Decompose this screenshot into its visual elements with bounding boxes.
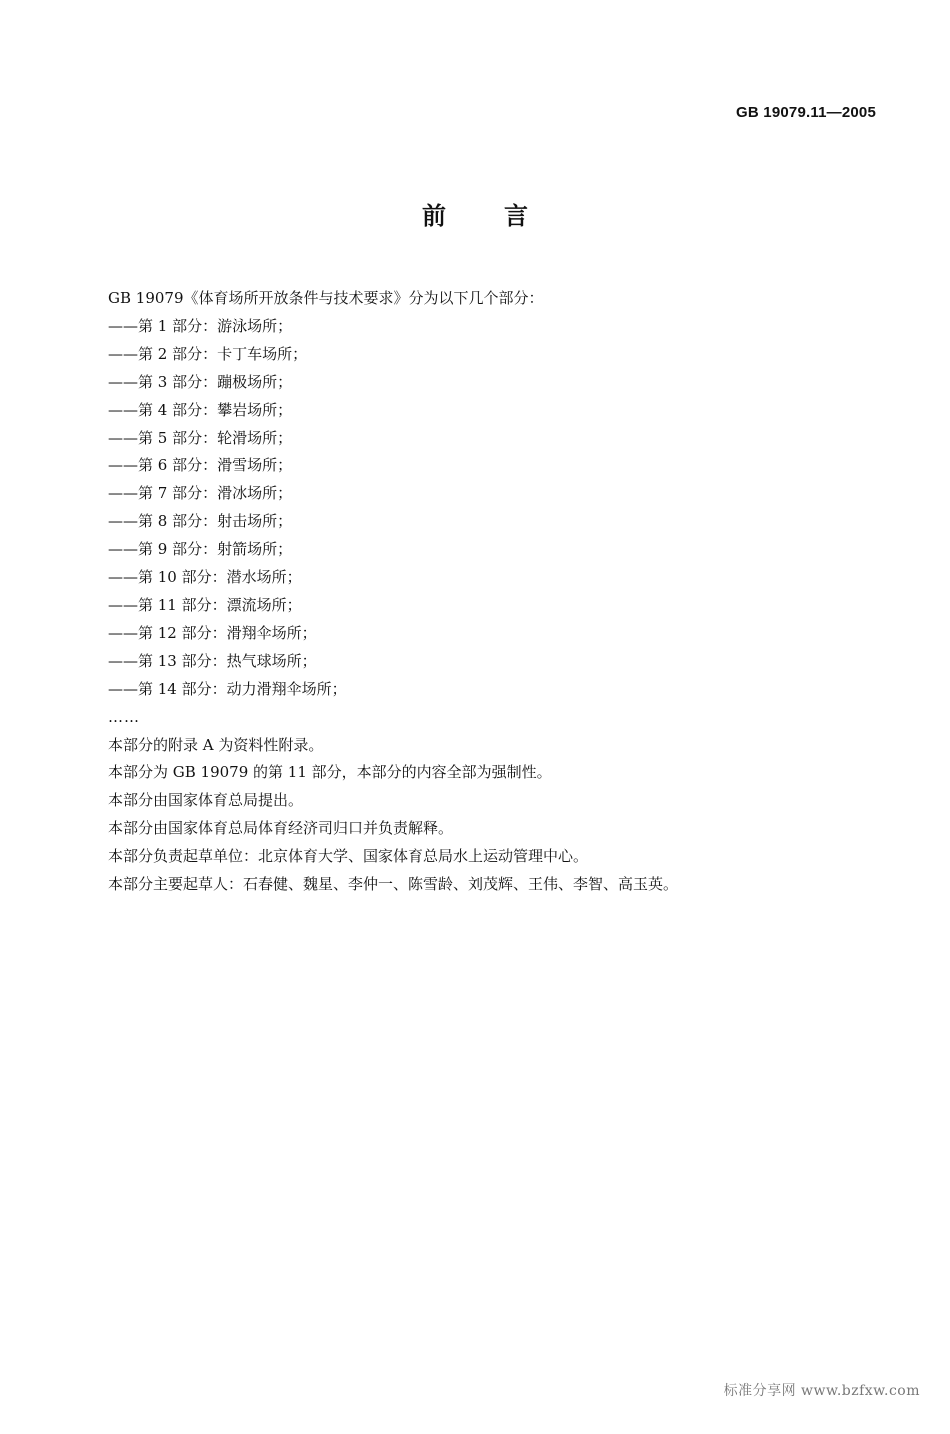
- list-item: ——第 1 部分：游泳场所；: [108, 316, 293, 335]
- list-item: ——第 14 部分：动力滑翔伞场所；: [108, 679, 347, 698]
- list-item: ——第 11 部分：漂流场所；: [108, 595, 302, 614]
- paragraph-drafters: 本部分主要起草人：石春健、魏星、李仲一、陈雪龄、刘茂辉、王伟、李智、高玉英。: [108, 875, 679, 894]
- list-item: ——第 9 部分：射箭场所；: [108, 540, 293, 559]
- list-item: ——第 12 部分：滑翔伞场所；: [108, 623, 317, 642]
- paragraph-mandatory-note: 本部分为 GB 19079 的第 11 部分，本部分的内容全部为强制性。: [108, 763, 552, 782]
- intro-line: GB 19079《体育场所开放条件与技术要求》分为以下几个部分：: [108, 289, 544, 307]
- list-item: ——第 5 部分：轮滑场所；: [108, 428, 293, 447]
- list-item: ——第 2 部分：卡丁车场所；: [108, 344, 308, 363]
- list-item: ——第 6 部分：滑雪场所；: [108, 456, 293, 475]
- list-item: ——第 10 部分：潜水场所；: [108, 568, 302, 587]
- footer-watermark: 标准分享网 www.bzfxw.com: [723, 1383, 920, 1399]
- list-item: ——第 3 部分：蹦极场所；: [108, 372, 293, 391]
- list-ellipsis: ……: [108, 707, 140, 726]
- list-item: ——第 8 部分：射击场所；: [108, 512, 293, 531]
- page-title: 前言: [422, 202, 586, 230]
- paragraph-administrator: 本部分由国家体育总局体育经济司归口并负责解释。: [108, 819, 454, 838]
- list-item: ——第 4 部分：攀岩场所；: [108, 400, 293, 419]
- list-item: ——第 7 部分：滑冰场所；: [108, 484, 293, 503]
- paragraph-drafting-units: 本部分负责起草单位：北京体育大学、国家体育总局水上运动管理中心。: [108, 847, 589, 866]
- document-body: [108, 285, 868, 899]
- paragraph-appendix-note: 本部分的附录 A 为资料性附录。: [108, 735, 324, 754]
- paragraph-proposer: 本部分由国家体育总局提出。: [108, 791, 304, 810]
- standard-code: GB 19079.11—2005: [736, 104, 876, 121]
- list-item: ——第 13 部分：热气球场所；: [108, 651, 317, 670]
